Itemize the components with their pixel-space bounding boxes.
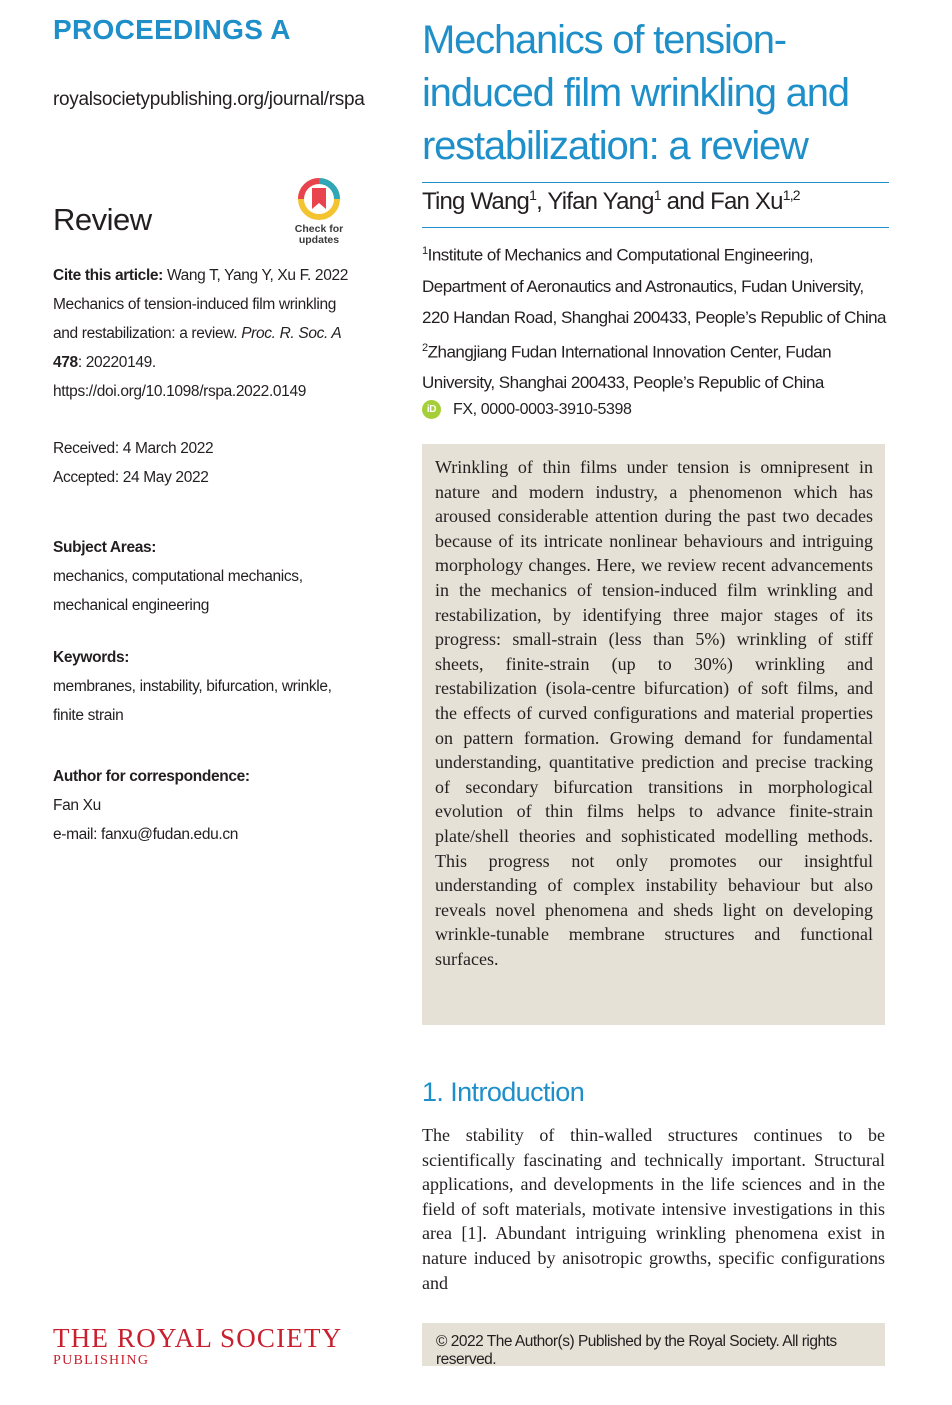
keywords-block	[53, 643, 353, 730]
keywords-label: Keywords:	[53, 649, 130, 666]
correspondence-name: Fan Xu	[53, 797, 101, 814]
abstract-text: Wrinkling of thin films under tension is omnipresent in nature and modern industry, a phenomenon which has aroused considerable attention during the past two decades because of its intricate nonlinear behaviours and intriguing morphology changes. Here, we review recent advancements in the mechanics of tension-induced film wrinkling and restabilization, by identifying three major stages of its progress: small-strain (less than 5%) wrinkling of stiff sheets, finite-strain (up to 30%) wrinkling and restabilization (isola-centre bifurcation) of soft films, and the effects of curved configurations and material properties on pattern formation. Growing demand for fundamental understanding, quantitative prediction and precise tracking of secondary bifurcation transitions in morphological evolution of thin films helps to advance finite-strain plate/shell theories and sophisticated modelling methods. This progress not only promotes our insightful understanding of complex instability behaviour but also reveals novel phenomena and sheds light on developing wrinkle-tunable membrane structures and functional surfaces.	[435, 457, 873, 969]
email-link[interactable]: fanxu@fudan.edu.cn	[101, 826, 238, 843]
royal-society-logo	[53, 1323, 342, 1368]
author-name: Yifan Yang	[547, 188, 654, 215]
check-for-updates-badge[interactable]	[288, 176, 350, 246]
section-heading: 1. Introduction	[422, 1077, 585, 1107]
article-type: Review	[53, 202, 152, 237]
affiliations	[422, 236, 892, 398]
publisher-line1: THE ROYAL SOCIETY	[53, 1323, 343, 1353]
check-updates-line2: updates	[298, 234, 340, 246]
subject-areas-block	[53, 533, 353, 620]
accepted-date: Accepted: 24 May 2022	[53, 469, 209, 486]
cite-doi[interactable]: https://doi.org/10.1098/rspa.2022.0149	[53, 383, 306, 400]
affiliation-1	[422, 236, 892, 333]
author-list	[422, 187, 800, 216]
cite-pages: : 20220149.	[77, 354, 156, 371]
cite-volume: 478	[53, 354, 78, 371]
author-sep: ,	[536, 188, 548, 215]
subject-label: Subject Areas:	[53, 539, 157, 556]
cite-journal: Proc. R. Soc. A	[241, 325, 342, 342]
citation-block	[53, 261, 353, 406]
affiliation-text: Institute of Mechanics and Computational Engineering, Department of Aeronautics and Astronautics, Fudan University, 220 Handan Road, Shanghai 200433, People’s Republic of China	[422, 245, 887, 327]
abstract-box	[422, 444, 885, 1025]
cite-text: Wang T, Yang Y, Xu F. 2022 Mechanics of tension-induced film wrinkling and restabilization: a review.	[53, 267, 349, 342]
author-sup: 1	[529, 187, 537, 203]
copyright-box: © 2022 The Author(s) Published by the Royal Society. All rights reserved.	[422, 1323, 885, 1366]
cite-label: Cite this article:	[53, 267, 163, 284]
affiliation-sup: 1	[422, 245, 428, 257]
title-rule	[422, 182, 889, 183]
email-label: e-mail:	[53, 826, 102, 843]
journal-url[interactable]: royalsocietypublishing.org/journal/rspa	[53, 89, 365, 110]
publisher-line2: PUBLISHING	[53, 1353, 150, 1368]
affiliation-text: Zhangjiang Fudan International Innovation Center, Fudan University, Shanghai 200433, People’s Republic of China	[422, 342, 832, 393]
subject-text: mechanics, computational mechanics, mechanical engineering	[53, 568, 303, 614]
journal-name: PROCEEDINGS A	[53, 14, 291, 45]
correspondence-block	[53, 762, 353, 849]
author-name: Ting Wang	[422, 188, 530, 215]
author-sup: 1,2	[782, 187, 800, 203]
author-sup: 1	[653, 187, 661, 203]
keywords-text: membranes, instability, bifurcation, wrinkle, finite strain	[53, 678, 332, 724]
author-rule	[422, 227, 889, 228]
received-date: Received: 4 March 2022	[53, 440, 214, 457]
article-title: Mechanics of tension-induced film wrinkling and restabilization: a review	[422, 18, 849, 168]
correspondence-label: Author for correspondence:	[53, 768, 250, 785]
intro-paragraph: The stability of thin-walled structures continues to be scientifically fascinating and technically important. Structural applications, and developments in the life sciences and in the field of soft materials, motivate intensive investigations in this area [1]. Abundant intriguing wrinkling phenomena exist in nature induced by anisotropic growths, specific configurations and	[422, 1125, 885, 1293]
author-name: Fan Xu	[710, 188, 783, 215]
dates-block	[53, 434, 353, 492]
check-updates-line1: Check for	[294, 223, 344, 235]
author-sep: and	[660, 188, 711, 215]
affiliation-2	[422, 333, 892, 399]
orcid-text: FX, 0000-0003-3910-5398	[453, 400, 632, 418]
affiliation-sup: 2	[422, 341, 428, 354]
check-updates-icon	[296, 176, 342, 222]
orcid-icon: iD	[422, 400, 441, 419]
orcid-entry[interactable]	[422, 400, 632, 419]
